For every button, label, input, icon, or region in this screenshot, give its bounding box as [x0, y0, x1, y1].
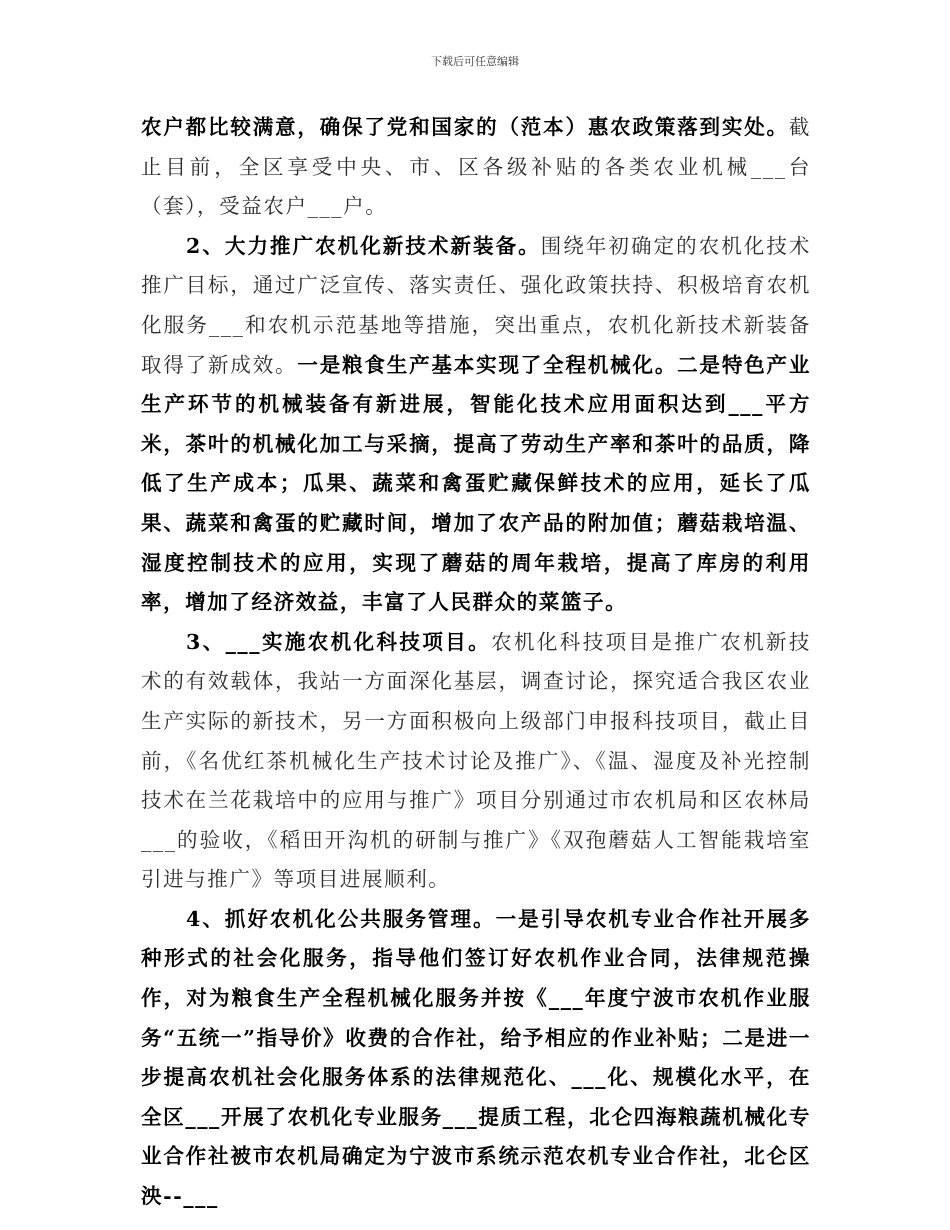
- paragraph-3-text: 农机化科技项目是推广农机新技术的有效载体，我站一方面深化基层，调查讨论，探究适合我区农业生产实际的新技术，另一方面积极向上级部门申报科技项目，截止目前，《名优红茶机械化生产技术讨论及推广》、《温、湿度及补光控制技术在兰花栽培中的应用与推广》项目分别通过市农机局和区农林局___的验收，《稻田开沟机的研制与推广》《双孢蘑菇人工智能栽培室引进与推广》等项目进展顺利。: [141, 629, 812, 892]
- document-body: [141, 108, 811, 1217]
- paragraph-4: [141, 900, 811, 1217]
- paragraph-3: [141, 623, 811, 900]
- paragraph-4-bold-text: 4、抓好农机化公共服务管理。一是引导农机专业合作社开展多种形式的社会化服务，指导他们签订好农机作业合同，法律规范操作，对为粮食生产全程机械化服务并按《___年度宁波市农机作业服务“五统一”指导价》收费的合作社，给予相应的作业补贴；二是进一步提高农机社会化服务体系的法律规范化、___化、规模化水平，在全区___开展了农机化专业服务___提质工程，北仑四海粮蔬机械化专业合作社被市农机局确定为宁波市系统示范农机专业合作社，北仑区泱--___: [141, 906, 811, 1209]
- paragraph-2-heading: 2、大力推广农机化新技术新装备。: [186, 233, 541, 258]
- paragraph-2-text: 围绕年初确定的农机化技术推广目标，通过广泛宣传、落实责任、强化政策扶持、积极培育农机化服务___和农机示范基地等措施，突出重点，农机化新技术新装备取得了新成效。: [141, 233, 811, 377]
- paragraph-1: [141, 108, 811, 227]
- page-header: 下载后可任意编辑: [431, 55, 519, 68]
- paragraph-2: [141, 227, 811, 623]
- paragraph-3-heading: 3、___实施农机化科技项目。: [186, 629, 492, 654]
- paragraph-1-text: 截止目前，全区享受中央、市、区各级补贴的各类农业机械___台（套），受益农户___户。: [141, 115, 811, 219]
- paragraph-1-bold-text: 农户都比较满意，确保了党和国家的（范本）惠农政策落到实处。: [141, 115, 789, 139]
- paragraph-2-bold-text: 一是粮食生产基本实现了全程机械化。二是特色产业生产环节的机械装备有新进展，智能化技术应用面积达到___平方米，茶叶的机械化加工与采摘，提高了劳动生产率和茶叶的品质，降低了生产成本；瓜果、蔬菜和禽蛋贮藏保鲜技术的应用，延长了瓜果、蔬菜和禽蛋的贮藏时间，增加了农产品的附加值；蘑菇栽培温、湿度控制技术的应用，实现了蘑菇的周年栽培，提高了库房的利用率，增加了经济效益，丰富了人民群众的菜篮子。: [141, 352, 811, 615]
